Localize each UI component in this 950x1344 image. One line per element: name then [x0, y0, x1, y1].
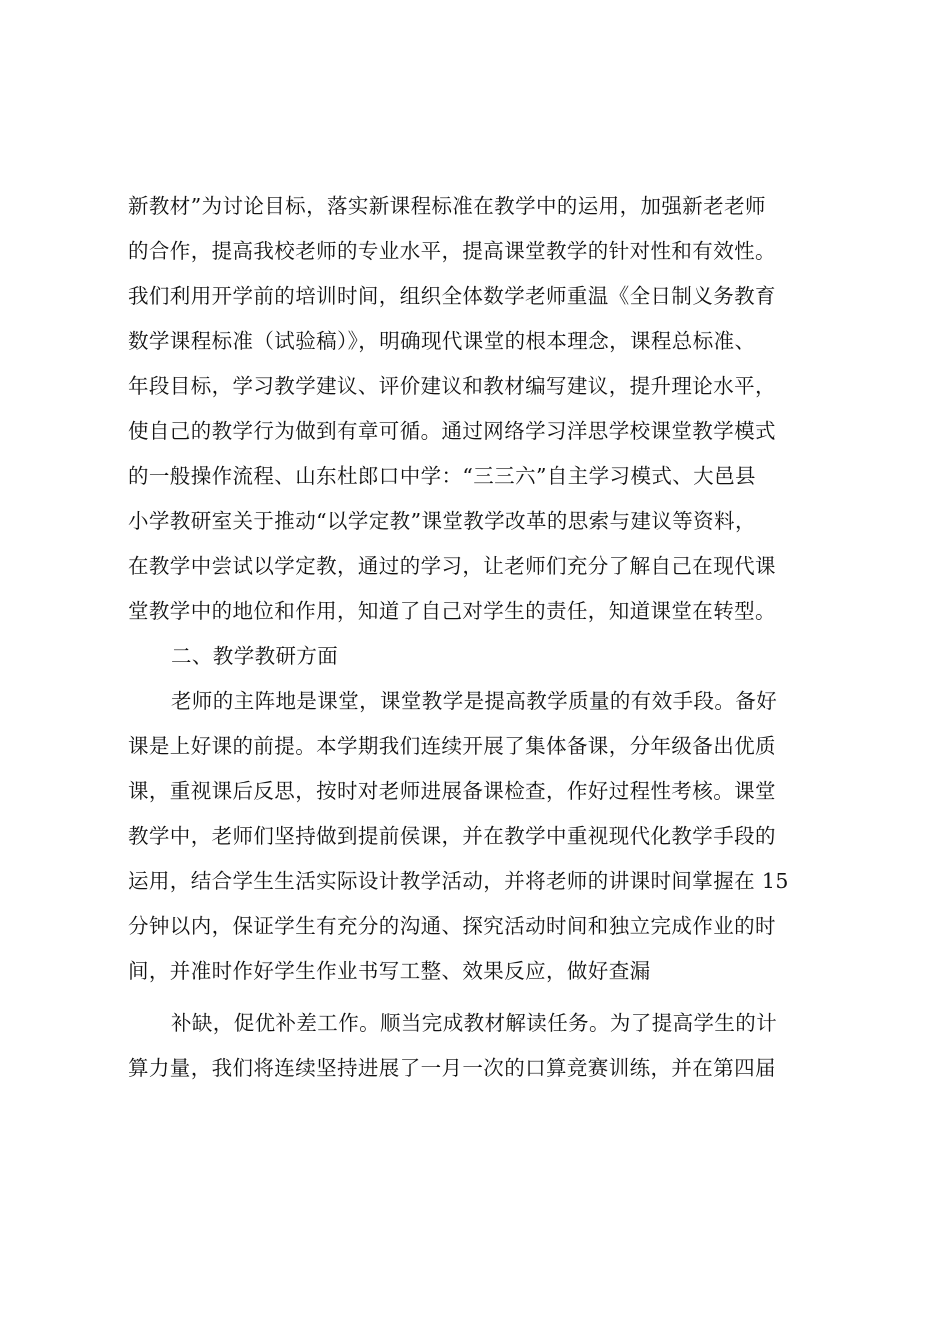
text-line: 运用，结合学生生活实际设计教学活动，并将老师的讲课时间掌握在 15	[128, 869, 789, 893]
text-line: 小学教研室关于推动“以学定教”课堂教学改革的思索与建议等资料，	[128, 509, 756, 533]
text-line: 数学课程标准（试验稿）》，明确现代课堂的根本理念，课程总标准、	[128, 329, 756, 353]
text-line: 算力量，我们将连续坚持进展了一月一次的口算竞赛训练，并在第四届	[128, 1056, 776, 1080]
text-line: 我们利用开学前的培训时间，组织全体数学老师重温《全日制义务教育	[128, 284, 776, 308]
text-line: 课，重视课后反思，按时对老师进展备课检查，作好过程性考核。课堂	[128, 779, 776, 803]
text-line: 老师的主阵地是课堂，课堂教学是提高教学质量的有效手段。备好	[171, 689, 778, 713]
text-line: 年段目标，学习教学建议、评价建议和教材编写建议，提升理论水平，	[128, 374, 776, 398]
document-body	[128, 184, 832, 1091]
text-line: 分钟以内，保证学生有充分的沟通、探究活动时间和独立完成作业的时	[128, 914, 776, 938]
text-line: 在教学中尝试以学定教，通过的学习，让老师们充分了解自己在现代课	[128, 554, 776, 578]
text-line: 课是上好课的前提。本学期我们连续开展了集体备课，分年级备出优质	[128, 734, 776, 758]
section-heading: 二、教学教研方面	[171, 644, 339, 668]
text-line: 教学中，老师们坚持做到提前侯课，并在教学中重视现代化教学手段的	[128, 824, 776, 848]
text-line: 堂教学中的地位和作用，知道了自己对学生的责任，知道课堂在转型。	[128, 599, 776, 623]
text-line: 的一般操作流程、山东杜郎口中学：“三三六”自主学习模式、大邑县	[128, 464, 756, 488]
text-line: 间，并准时作好学生作业书写工整、效果反应，做好查漏	[128, 959, 651, 983]
text-line: 新教材”为讨论目标，落实新课程标准在教学中的运用，加强新老老师	[128, 194, 766, 218]
text-line: 的合作，提高我校老师的专业水平，提高课堂教学的针对性和有效性。	[128, 239, 776, 263]
text-line: 使自己的教学行为做到有章可循。通过网络学习洋思学校课堂教学模式	[128, 419, 776, 443]
paragraph-gap	[128, 994, 832, 1001]
text-line: 补缺，促优补差工作。顺当完成教材解读任务。为了提高学生的计	[171, 1011, 778, 1035]
